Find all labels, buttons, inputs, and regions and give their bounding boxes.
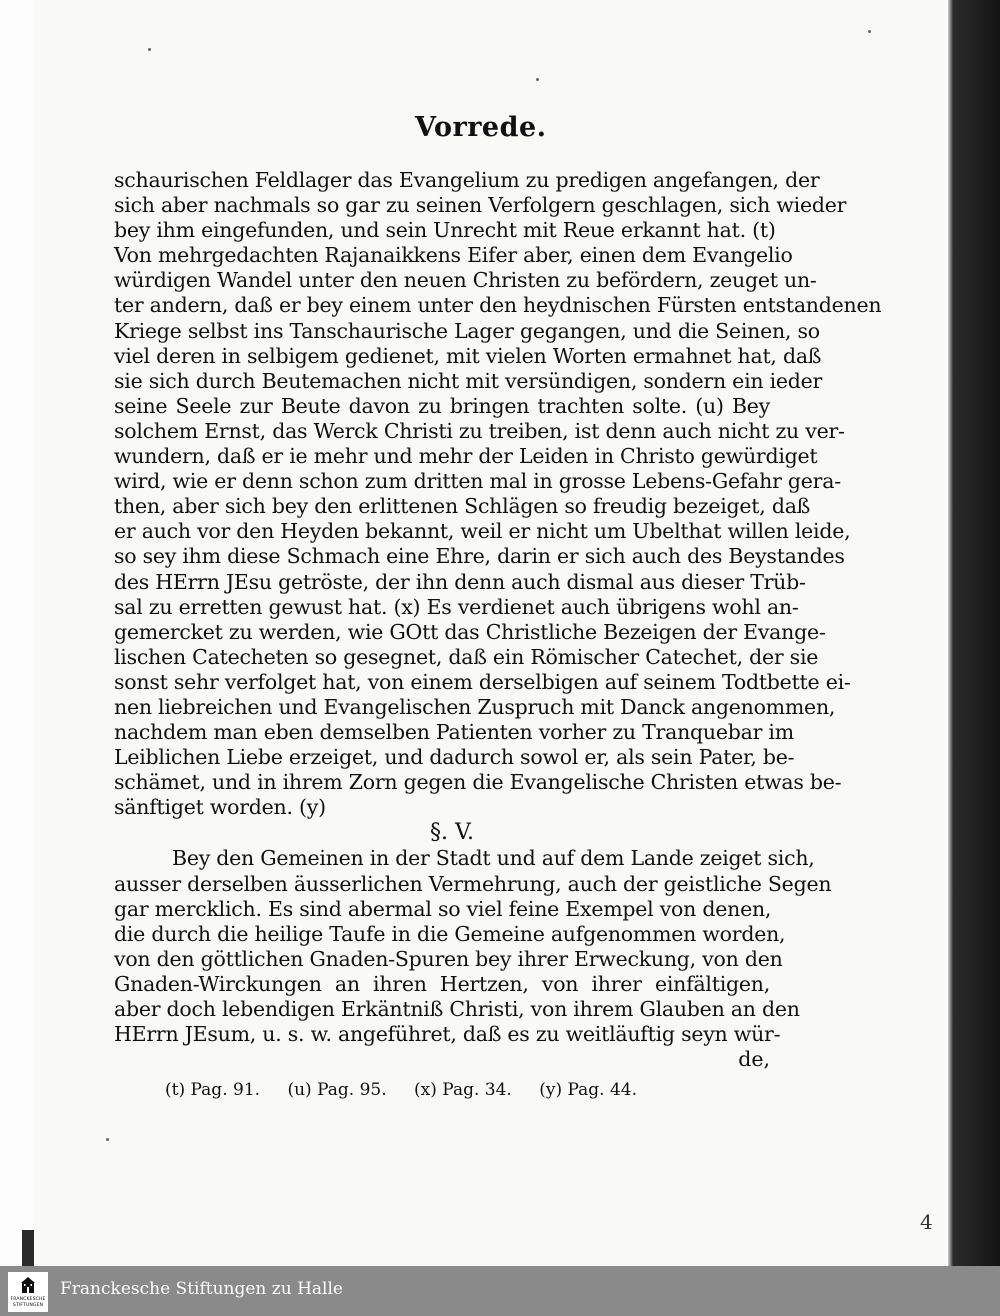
footnote-t: (t) Pag. 91.: [165, 1080, 261, 1100]
text-line: aber doch lebendigen Erkäntniß Christi, von ihrem Glauben an den: [114, 997, 800, 1021]
text-line: schaurischen Feldlager das Evangelium zu predigen angefangen, der: [114, 168, 820, 192]
text-line: Leiblichen Liebe erzeiget, und dadurch sowol er, als sein Pater, be-: [114, 745, 795, 770]
text-line: würdigen Wandel unter den neuen Christen zu befördern, zeuget un-: [114, 268, 817, 293]
text-line: sal zu erretten gewust hat. (x) Es verdienet auch übrigens wohl an-: [114, 594, 799, 619]
text-line: HErrn JEsum, u. s. w. angeführet, daß es zu weitläuftig seyn wür-: [114, 1022, 781, 1047]
print-speck: [148, 48, 151, 51]
print-speck: [868, 30, 871, 33]
text-line: des HErrn JEsu getröste, der ihn denn auch dismal aus dieser Trüb-: [114, 569, 806, 594]
text-line: schämet, und in ihrem Zorn gegen die Evangelische Christen etwas be-: [114, 770, 842, 795]
page-corner-mark: 4: [920, 1210, 933, 1234]
text-line: nachdem man eben demselben Patienten vorher zu Tranquebar im: [114, 720, 794, 745]
text-line: solchem Ernst, das Werck Christi zu treiben, ist denn auch nicht zu ver-: [114, 418, 845, 443]
text-line: sich aber nachmals so gar zu seinen Verfolgern geschlagen, sich wieder: [114, 193, 847, 218]
footnotes: [165, 1080, 659, 1100]
logo-text-line1: FRANCKESCHE: [10, 1297, 46, 1302]
text-line: seine Seele zur Beute davon zu bringen trachten solte. (u) Bey: [114, 393, 770, 418]
text-line: ausser derselben äusserlichen Vermehrung, auch der geistliche Segen: [114, 871, 832, 896]
text-line: then, aber sich bey den erlittenen Schlägen so freudig bezeiget, daß: [114, 494, 811, 519]
building-emblem-icon: [21, 1276, 35, 1294]
section-heading: §. V.: [429, 820, 475, 846]
text-line: sonst sehr verfolget hat, von einem derselbigen auf seinem Todtbette ei-: [114, 669, 851, 694]
logo-caption: [8, 1297, 48, 1308]
text-line: bey ihm eingefunden, und sein Unrecht mit Reue erkannt hat. (t): [114, 218, 776, 243]
institution-logo: [8, 1272, 48, 1312]
footnote-u: (u) Pag. 95.: [287, 1080, 387, 1100]
text-line: so sey ihm diese Schmach eine Ehre, darin er sich auch des Beystandes: [114, 544, 845, 569]
text-line: gemercket zu werden, wie GOtt das Christliche Bezeigen der Evange-: [114, 619, 826, 644]
text-line: er auch vor den Heyden bekannt, weil er nicht um Ubelthat willen leide,: [114, 519, 851, 544]
text-line: nen liebreichen und Evangelischen Zuspruch mit Danck angenommen,: [114, 694, 836, 719]
text-line: sie sich durch Beutemachen nicht mit versündigen, sondern ein ieder: [114, 368, 823, 393]
footer-title: Franckesche Stiftungen zu Halle: [60, 1279, 343, 1299]
text-line: Kriege selbst ins Tanschaurische Lager gegangen, und die Seinen, so: [114, 318, 820, 343]
text-line: die durch die heilige Taufe in die Gemeine aufgenommen worden,: [114, 921, 786, 946]
text-line: sänftiget worden. (y): [114, 795, 326, 820]
text-line: gar mercklich. Es sind abermal so viel feine Exempel von denen,: [114, 896, 772, 921]
text-line: ter andern, daß er bey einem unter den heydnischen Fürsten entstandenen: [114, 293, 882, 318]
footnote-x: (x) Pag. 34.: [414, 1080, 512, 1100]
text-line: Von mehrgedachten Rajanaikkens Eifer aber, einen dem Evangelio: [114, 243, 793, 268]
running-head: Vorrede.: [415, 112, 547, 143]
text-line: Bey den Gemeinen in der Stadt und auf dem Lande zeiget sich,: [172, 846, 815, 871]
text-line: Gnaden-Wirckungen an ihren Hertzen, von ihrer einfältigen,: [114, 971, 770, 996]
text-line: viel deren in selbigem gedienet, mit vielen Worten ermahnet hat, daß: [114, 343, 822, 368]
print-speck: [106, 1138, 109, 1141]
footnote-y: (y) Pag. 44.: [539, 1080, 638, 1100]
text-line: wird, wie er denn schon zum dritten mal in grosse Lebens-Gefahr gera-: [114, 469, 841, 494]
text-line: wundern, daß er ie mehr und mehr der Leiden in Christo gewürdiget: [114, 444, 818, 469]
body-text: [114, 168, 882, 1072]
text-line: von den göttlichen Gnaden-Spuren bey ihrer Erweckung, von den: [114, 946, 783, 971]
catchword: de,: [738, 1047, 770, 1072]
logo-text-line2: STIFTUNGEN: [12, 1302, 44, 1308]
paragraph-section-v: [114, 846, 832, 1047]
text-line: lischen Catecheten so gesegnet, daß ein Römischer Catechet, der sie: [114, 644, 819, 669]
scan-right-shadow: [948, 0, 1000, 1266]
scan-left-margin: [0, 0, 34, 1266]
paragraph-continued: [114, 168, 882, 820]
print-speck: [536, 78, 539, 81]
footer-bar: [0, 1266, 1000, 1316]
